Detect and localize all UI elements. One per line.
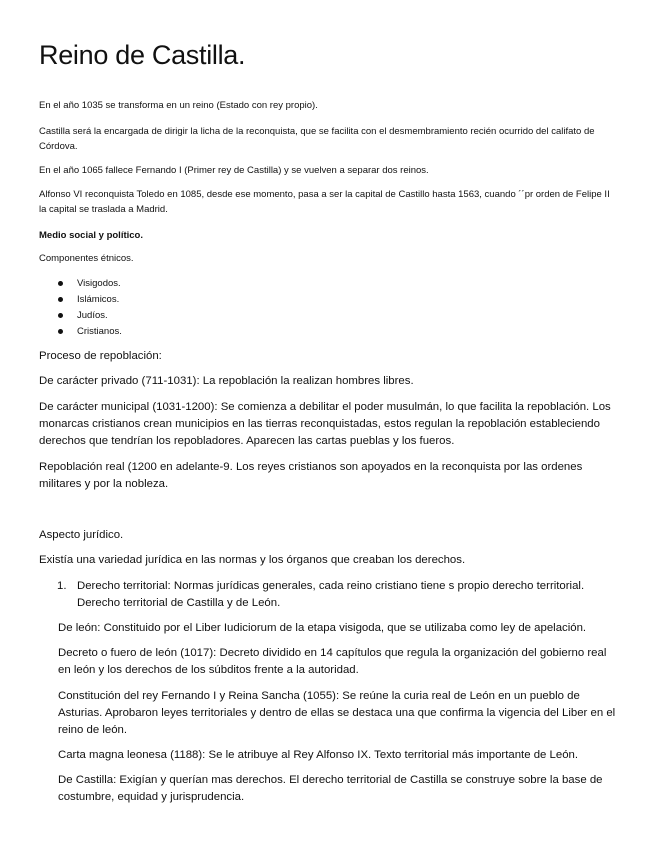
intro-paragraph-3: En el año 1065 fallece Fernando I (Primer rey de Castilla) y se vuelven a separar dos reinos.	[39, 165, 429, 176]
componentes-list	[39, 276, 122, 340]
bullet-icon	[58, 281, 63, 286]
intro-paragraph-4: Alfonso VI reconquista Toledo en 1085, desde ese momento, pasa a ser la capital de Castillo hasta 1563, cuando ´´pr orden de Felipe II la capital se traslada a Madrid.	[39, 189, 610, 215]
bullet-icon	[58, 313, 63, 318]
bullet-icon	[58, 329, 63, 334]
bullet-icon	[58, 297, 63, 302]
repoblacion-privado: De carácter privado (711-1031): La repoblación la realizan hombres libres.	[39, 375, 414, 387]
numbered-item-derecho-territorial	[39, 578, 619, 612]
repoblacion-real: Repoblación real (1200 en adelante-9. Los reyes cristianos son apoyados en la reconquista por las ordenes militares y por la nobleza.	[39, 461, 583, 490]
sub-item-carta-magna: Carta magna leonesa (1188): Se le atribuye al Rey Alfonso IX. Texto territorial más importante de León.	[58, 749, 579, 761]
list-item: Cristianos.	[39, 324, 122, 340]
intro-paragraph-1: En el año 1035 se transforma en un reino (Estado con rey propio).	[39, 100, 318, 111]
list-item: Islámicos.	[39, 292, 122, 308]
sub-item-decreto-fuero-leon: Decreto o fuero de león (1017): Decreto dividido en 14 capítulos que regula la organización del gobierno real en león y los derechos de los súbditos frente a la autoridad.	[58, 647, 607, 676]
numbered-item-text: Derecho territorial: Normas jurídicas generales, cada reino cristiano tiene s propio derecho territorial. Derecho territorial de Castilla y de León.	[77, 580, 585, 609]
section-heading-aspecto-juridico: Aspecto jurídico.	[39, 529, 124, 541]
list-number: 1.	[57, 580, 67, 592]
juridico-intro: Existía una variedad jurídica en las normas y los órganos que creaban los derechos.	[39, 554, 466, 566]
sub-item-constitucion: Constitución del rey Fernando I y Reina Sancha (1055): Se reúne la curia real de León en un pueblo de Asturias. Aprobaron leyes territoriales y dentro de ellas se destaca una que confirma la vigencia del Liber en el reino de león.	[58, 690, 616, 736]
sub-item-de-leon: De león: Constituido por el Liber Iudiciorum de la etapa visigoda, que se utilizaba como ley de apelación.	[58, 622, 587, 634]
page-title: Reino de Castilla.	[39, 40, 246, 70]
sub-item-de-castilla: De Castilla: Exigían y querían mas derechos. El derecho territorial de Castilla se construye sobre la base de costumbre, equidad y jurisprudencia.	[58, 774, 603, 803]
repoblacion-municipal: De carácter municipal (1031-1200): Se comienza a debilitar el poder musulmán, lo que facilita la repoblación. Los monarcas cristianos crean municipios en las tierras reconquistadas, estos regulan la repoblación estableciendo derechos que tendrían los repobladores. Aparecen las cartas pueblas y los fueros.	[39, 401, 611, 447]
componentes-label: Componentes étnicos.	[39, 253, 134, 264]
list-item: Judíos.	[39, 308, 122, 324]
list-item: Visigodos.	[39, 276, 122, 292]
repoblacion-heading: Proceso de repoblación:	[39, 350, 162, 362]
section-heading-medio-social: Medio social y político.	[39, 230, 143, 241]
intro-paragraph-2: Castilla será la encargada de dirigir la licha de la reconquista, que se facilita con el desmembramiento recién ocurrido del califato de Córdova.	[39, 126, 595, 152]
